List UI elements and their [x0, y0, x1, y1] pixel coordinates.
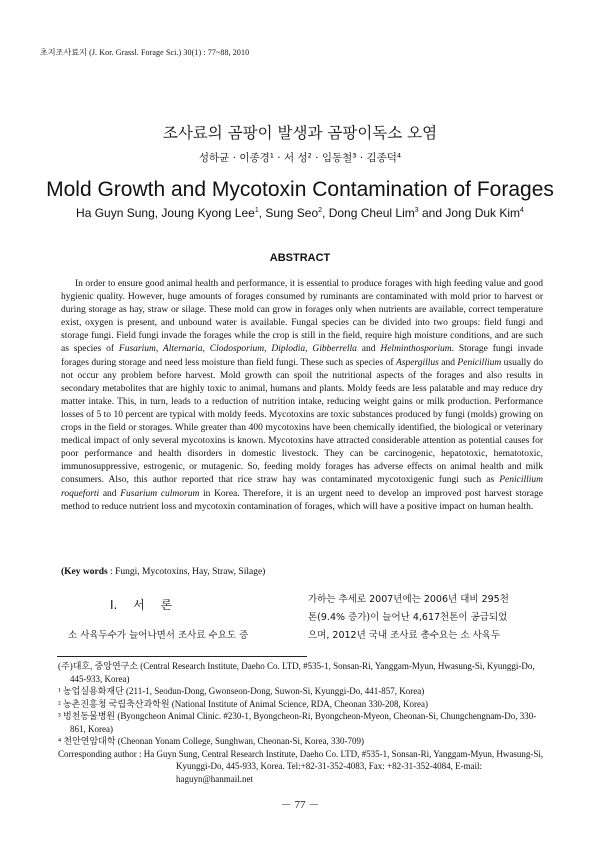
author-1-affil: 1	[254, 207, 259, 214]
abstract-body	[61, 278, 543, 514]
abstract-text: usually do not occur any problem before harvest. Mold growth can spoil the nutritional aspects of the forages and also results in secondary metabolites that are highly toxic to animal, humans and plants. Moldy feeds are less palatable and may reduce dry matter intake. This, in turn, leads to a reduction of nutrition intake, reducing weight gains or milk production. Performance losses of 5 to 10 percent are typical with moldy feeds. Mycotoxins are toxic substances produced by fungi (molds) growing on crops in the field or storages. While greater than 400 mycotoxins have been chemically identified, the biological or veterinary medical impact of only several mycotoxins is known. Mycotoxins have attracted considerable attention as potential causes for poor performance and health disorders in domestic livestock. They can be carcinogenic, hepatotoxic, hematotoxic, immunosuppressive, estrogenic, or mutagenic. So, feeding moldy forages has adverse effects on animal health and milk consumers. Also, this author reported that rice straw hay was contaminated mycotoxigenic fungi such as	[61, 357, 543, 486]
intro-right-line: 으며, 2012년 국내 조사료 총수요는 소 사육두	[308, 630, 501, 641]
intro-right-column	[308, 591, 544, 645]
section-heading-introduction: Ⅰ. 서 론	[110, 598, 173, 612]
footnotes	[58, 660, 552, 785]
abstract-italic: Fusarium, Alternaria, Clodosporium, Diplodia, Gibberrella	[118, 344, 357, 355]
author-2-affil: 2	[318, 207, 323, 214]
footnote-affiliation-0: (주)대호, 중앙연구소 (Central Research Institute, Daeho Co. LTD, #535-1, Sonsan-Ri, Yanggam-Myun, Hwasung-Si, Kyunggi-Do, 445-933, Korea)	[58, 661, 535, 684]
intro-right-line: 톤(9.4% 증가)이 늘어난 4,617천톤이 공급되었	[308, 612, 508, 623]
abstract-text: and	[99, 488, 121, 499]
abstract-italic: Penicillium roqueforti	[61, 475, 543, 499]
abstract-text: in Korea. Therefore, it is an urgent need to develop an improved post harvest storage method to reduce nutrient loss and mycotoxin contamination of forages, which will have a positive impact on human health.	[61, 488, 543, 512]
abstract-text: and	[438, 357, 458, 368]
author-3: , Dong Cheul Lim	[322, 206, 415, 220]
keywords	[61, 567, 543, 577]
footnote-affiliation-2: ² 농촌진흥청 국립축산과학원 (National Institute of Animal Science, RDA, Cheonan 330-208, Korea)	[58, 698, 428, 709]
footnote-affiliation-3: ³ 벙천동물병원 (Byongcheon Animal Clinic. #230-1, Byongcheon-Ri, Byongcheon-Myeon, Cheonan-Si, Chungchengnam-Do, 330-861, Korea)	[58, 711, 537, 734]
intro-right-line: 가하는 추세로 2007년에는 2006년 대비 295천	[308, 594, 509, 605]
abstract-italic: Aspergillus	[395, 357, 439, 368]
corresponding-author	[58, 748, 552, 786]
intro-left-column: 소 사육두수가 늘어나면서 조사료 수요도 증	[68, 630, 249, 641]
title-english: Mold Growth and Mycotoxin Contamination of Forages	[46, 178, 554, 201]
authors-korean: 성하균 · 이종경¹ · 서 성² · 임동철³ · 김종덕⁴	[198, 152, 402, 164]
author-3-affil: 3	[414, 207, 419, 214]
author-4-affil: 4	[520, 207, 524, 214]
abstract-italic: Helminthosporium	[380, 344, 452, 355]
keywords-label: (Key words	[61, 567, 108, 577]
abstract-text: and	[356, 344, 381, 355]
corresponding-author-text: Ha Guyn Sung, Central Research Institute, Daeho Co. LTD, #535-1, Sonsan-Ri, Yanggam-Myun, Hwasung-Si, Kyunggi-Do, 445-933, Korea. Tel:+82-31-352-4083, Fax: +82-31-352-4084, E-mail: haguyn@hanmail.net	[143, 748, 544, 784]
title-korean: 조사료의 곰팡이 발생과 곰팡이독소 오염	[162, 124, 438, 142]
abstract-text: . Storage fungi invade forages during storage and need less moisture than field fungi. These such as species of	[61, 344, 543, 368]
authors-english	[0, 206, 600, 220]
footnote-rule	[57, 656, 307, 657]
author-4: and Jong Duk Kim	[418, 206, 521, 220]
page-number: － 77 －	[280, 799, 320, 811]
abstract-heading: ABSTRACT	[269, 252, 331, 264]
author-1: Ha Guyn Sung, Joung Kyong Lee	[76, 206, 255, 220]
abstract-italic: Penicillium	[457, 357, 502, 368]
keywords-text: : Fungi, Mycotoxins, Hay, Straw, Silage)	[107, 567, 266, 577]
abstract-text: In order to ensure good animal health and performance, it is essential to produce forages with high feeding value and good hygienic quality. However, huge amounts of forages consumed by ruminants are contaminated with mold prior to harvest or during storage as hay, straw or silage. These mold can grow in forages only when nutrients are available, correct temperature exist, oxygen is present, and unbound water is available. Fungal species can be divided into two groups: field fungi and storage fungi. Field fungi invade the forages while the crop is still in the field, require high moisture conditions, and are such as species of	[61, 279, 543, 355]
footnote-affiliation-1: ¹ 농업실용화재단 (211-1, Seodun-Dong, Gwonseon-Dong, Suwon-Si, Kyunggi-Do, 441-857, Korea)	[58, 686, 425, 696]
journal-header: 초지조사료지 (J. Kor. Grassl. Forage Sci.) 30(1) : 77~88, 2010	[40, 48, 250, 57]
author-2: , Sung Seo	[258, 206, 319, 220]
abstract-italic: Fusarium culmorum	[120, 488, 200, 499]
footnote-affiliation-4: ⁴ 천안연암대학 (Cheonan Yonam College, Sunghwan, Cheonan-Si, Korea, 330-709)	[58, 736, 365, 746]
corresponding-author-label: Corresponding author :	[58, 748, 144, 759]
